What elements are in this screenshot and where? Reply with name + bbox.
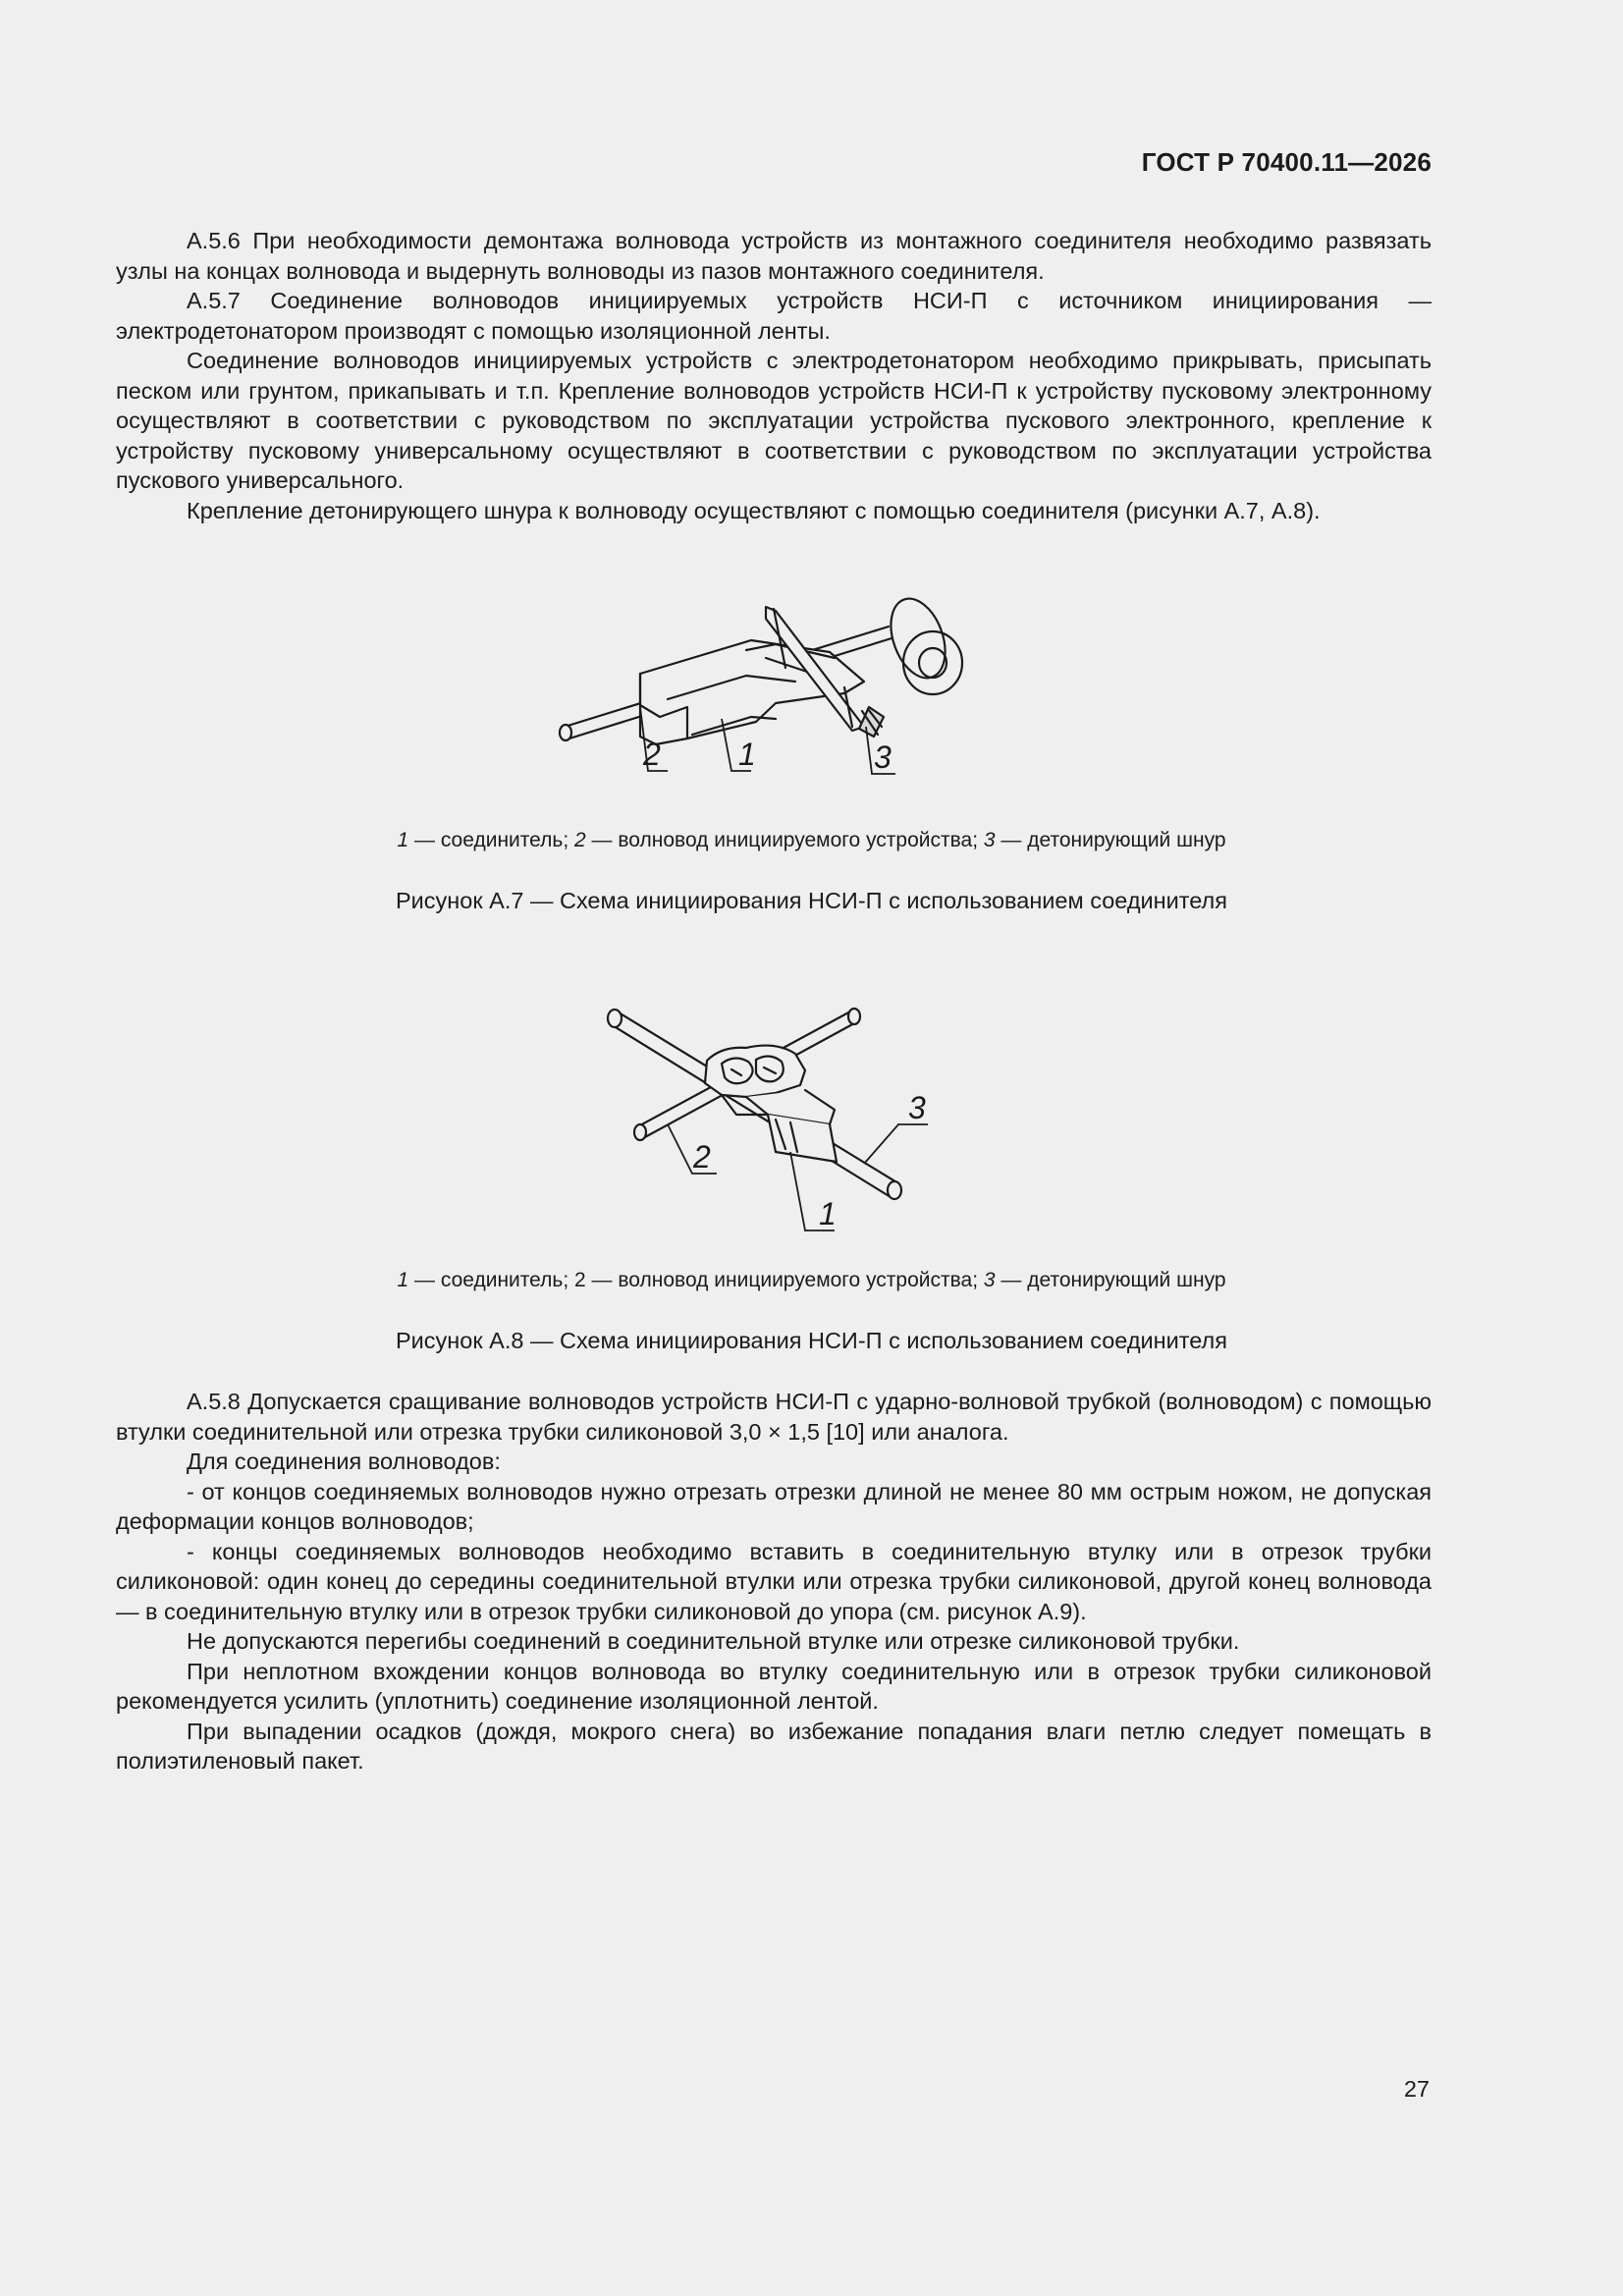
figure-a7	[0, 579, 1623, 786]
paragraph: А.5.8 Допускается сращивание волноводов устройств НСИ-П с ударно-волновой трубкой (волноводом) с помощью втулки соединительной или отрезка трубки силиконовой 3,0 × 1,5 [10] или аналога.	[116, 1389, 1432, 1445]
legend-number: 3	[983, 829, 996, 851]
callout-1: 1	[819, 1196, 837, 1231]
figure-a8	[0, 987, 1623, 1242]
paragraph: При выпадении осадков (дождя, мокрого снега) во избежание попадания влаги петлю следует помещать в полиэтиленовый пакет.	[116, 1718, 1432, 1774]
paragraph: А.5.7 Соединение волноводов инициируемых устройств НСИ-П с источником инициирования — электродетонатором производят с помощью изоляционной ленты.	[116, 288, 1432, 344]
text-block-a5-6-a5-7	[116, 226, 1432, 525]
figure-a8-drawing	[0, 987, 1623, 1242]
legend-text: — детонирующий шнур	[995, 829, 1226, 851]
legend-text: — соединитель;	[408, 829, 574, 851]
legend-number: 2	[574, 829, 586, 851]
text-block-a5-8	[116, 1387, 1432, 1777]
paragraph: А.5.6 При необходимости демонтажа волновода устройств из монтажного соединителя необходимо развязать узлы на концах волновода и выдернуть волноводы из пазов монтажного соединителя.	[116, 228, 1432, 284]
paragraph: При неплотном вхождении концов волновода во втулку соединительную или в отрезок трубки силиконовой рекомендуется усилить (уплотнить) соединение изоляционной лентой.	[116, 1658, 1432, 1714]
figure-a7-caption: Рисунок А.7 — Схема инициирования НСИ-П с использованием соединителя	[395, 888, 1227, 913]
paragraph: Соединение волноводов инициируемых устройств с электродетонатором необходимо прикрывать, присыпать песком или грунтом, прикапывать и т.п. Крепление волноводов устройств НСИ-П к устройству пусковому электронному осуществляют в соответствии с руководством по эксплуатации устройства пускового электронного, крепление к устройству пусковому универсальному осуществляют в соответствии с руководством по эксплуатации устройства пускового универсального.	[116, 348, 1432, 493]
figure-a7-drawing	[0, 579, 1623, 786]
document-id: ГОСТ Р 70400.11—2026	[1141, 147, 1432, 177]
legend-number: 3	[983, 1269, 996, 1291]
figure-a8-caption: Рисунок А.8 — Схема инициирования НСИ-П с использованием соединителя	[395, 1328, 1227, 1353]
legend-text: — детонирующий шнур	[995, 1269, 1226, 1291]
callout-3: 3	[908, 1090, 926, 1125]
callout-1: 1	[738, 737, 756, 772]
legend-number: 1	[397, 829, 409, 851]
figure-a8-legend	[0, 1268, 1623, 1293]
paragraph: Крепление детонирующего шнура к волноводу осуществляют с помощью соединителя (рисунки А.7, А.8).	[187, 497, 1321, 523]
legend-number: 1	[397, 1269, 409, 1291]
callout-3: 3	[874, 739, 892, 775]
figure-a7-legend	[0, 828, 1623, 853]
page-number: 27	[1403, 2076, 1430, 2102]
legend-text: — волновод инициируемого устройства;	[585, 829, 984, 851]
callout-2: 2	[643, 737, 661, 772]
paragraph: Не допускаются перегибы соединений в соединительной втулке или отрезке силиконовой трубки.	[187, 1628, 1240, 1654]
list-item: - от концов соединяемых волноводов нужно отрезать отрезки длиной не менее 80 мм острым ножом, не допуская деформации концов волноводов;	[116, 1478, 1432, 1534]
paragraph: Для соединения волноводов:	[187, 1449, 501, 1474]
callout-2: 2	[693, 1139, 711, 1175]
list-item: - концы соединяемых волноводов необходимо вставить в соединительную втулку или в отрезок трубки силиконовой: один конец до середины соединительной втулки или отрезка трубки силиконовой, другой конец волновода — в соединительную втулку или в отрезок трубки силиконовой до упора (см. рисунок А.9).	[116, 1538, 1432, 1624]
legend-text: — соединитель; 2 — волновод инициируемого устройства;	[408, 1269, 984, 1291]
